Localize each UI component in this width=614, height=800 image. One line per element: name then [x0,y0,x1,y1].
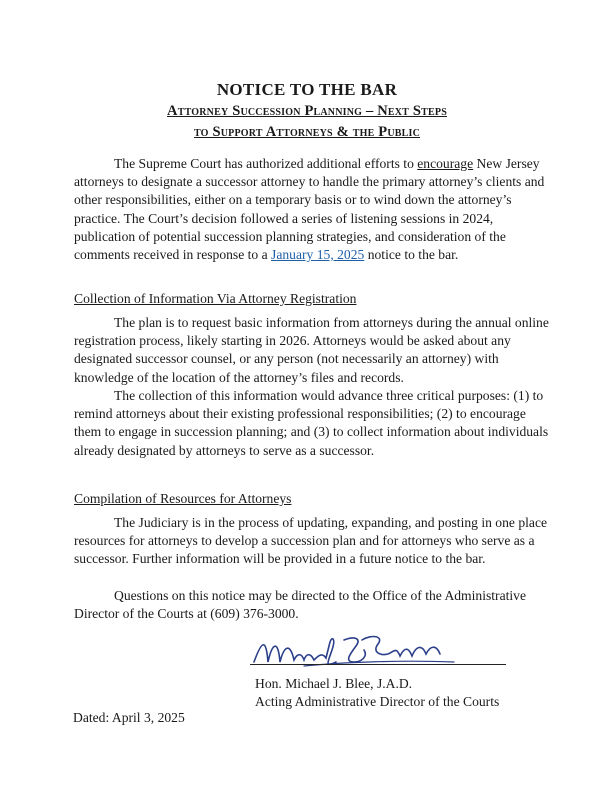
signer-name: Hon. Michael J. Blee, J.A.D. [255,676,413,691]
questions-paragraph: Questions on this notice may be directed to the Office of the Administrative Director of the Courts at (609) 376-3000. [74,588,526,622]
notice-subtitle-line-2: to Support Attorneys & the Public [193,124,421,140]
signer-title: Acting Administrative Director of the Courts [255,694,500,709]
intro-text-a: The Supreme Court has authorized additional efforts to [114,156,418,171]
intro-text-c: notice to the bar. [364,247,459,263]
resources-paragraph: The Judiciary is in the process of updating, expanding, and posting in one place resources for attorneys to develop a succession plan and for attorneys who serve as a successor. Further information will be provided in a future notice to the bar. [74,515,548,567]
signature-line [250,664,506,665]
january-notice-link[interactable]: January 15, 2025 [271,247,365,263]
notice-title: NOTICE TO THE BAR [216,80,398,99]
notice-subtitle-line-1: Attorney Succession Planning – Next Steps [167,103,447,119]
intro-paragraph [74,155,554,264]
section-heading-resources: Compilation of Resources for Attorneys [74,491,292,506]
registration-paragraph-1: The plan is to request basic information from attorneys during the annual online registration process, likely starting in 2026. Attorneys would be asked about any designated successor counsel, or any person (not necessarily an attorney) with knowledge of the location of the attorney’s files and records. [74,315,549,385]
intro-encourage-word: encourage [417,156,474,171]
handwritten-signature [244,632,512,674]
dated-line: Dated: April 3, 2025 [73,710,185,725]
section-heading-registration: Collection of Information Via Attorney Registration [74,291,357,306]
intro-text-b: New Jersey attorneys to designate a successor attorney to handle the primary attorney’s clients and other responsibilities, either on a temporary basis or to wind down the attorney’s practice. The Court’s decision followed a series of listening sessions in 2024, publication of potential succession planning strategies, and consideration of the comments received in response to a [74,156,545,263]
registration-paragraph-2: The collection of this information would advance three critical purposes: (1) to remind attorneys about their existing professional responsibilities; (2) to encourage them to engage in succession planning; and (3) to collect information about individuals already designated by attorneys to serve as a successor. [74,388,549,458]
